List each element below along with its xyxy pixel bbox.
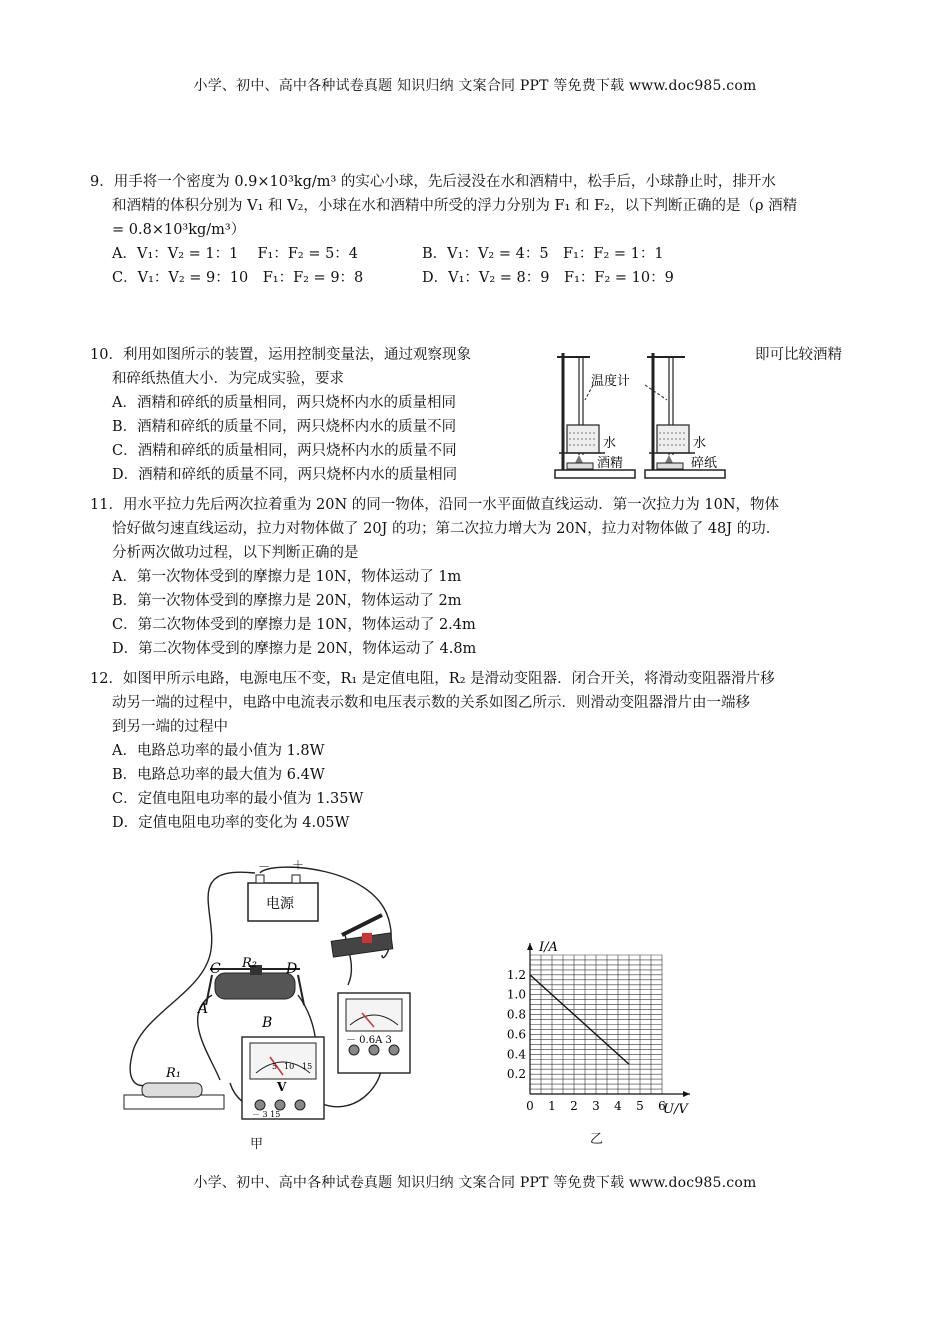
x-tick-label: 1 bbox=[548, 1099, 556, 1113]
y-axis-label: I/A bbox=[539, 940, 558, 955]
terminal-a: A bbox=[198, 1001, 209, 1017]
iu-graph bbox=[495, 935, 710, 1120]
q11-line1: 11．用水平拉力先后两次拉着重为 20N 的同一物体，沿同一水平面做直线运动．第一次拉力为 10N，物体 bbox=[90, 497, 780, 513]
q9-option-a[interactable]: A．V₁：V₂ = 1：1 F₁：F₂ = 5：4 bbox=[112, 246, 359, 262]
y-tick-label: 0.2 bbox=[506, 1067, 526, 1082]
q9-line3: = 0.8×10³kg/m³） bbox=[112, 222, 246, 238]
water-label-1: 水 bbox=[603, 436, 617, 451]
chart-grid bbox=[530, 955, 662, 1094]
x-axis-label: U/V bbox=[663, 1102, 688, 1117]
voltmeter-symbol: V bbox=[277, 1080, 287, 1094]
q12-line2: 动另一端的过程中，电路中电流表示数和电压表示数的关系如图乙所示．则滑动变阻器滑片由一端移 bbox=[112, 695, 750, 711]
y-tick-label: 1.2 bbox=[506, 967, 526, 982]
question-12 bbox=[90, 667, 870, 835]
voltmeter-scale-5: 5 bbox=[272, 1062, 278, 1071]
page-header: 小学、初中、高中各种试卷真题 知识归纳 文案合同 PPT 等免费下载 www.doc985.com bbox=[193, 78, 757, 94]
thermometer-label: 温度计 bbox=[591, 374, 631, 389]
q10-option-a[interactable]: A．酒精和碎纸的质量相同，两只烧杯内水的质量相同 bbox=[112, 395, 456, 411]
ammeter-terminals: － 0.6A 3 bbox=[346, 1035, 392, 1046]
question-10 bbox=[90, 343, 870, 487]
question-11 bbox=[90, 493, 870, 661]
voltmeter-terminals: － 3 15 bbox=[252, 1110, 281, 1119]
terminal-c: C bbox=[210, 961, 221, 977]
q10-line2: 和碎纸热值大小．为完成实验，要求 bbox=[112, 371, 344, 387]
q9-option-d[interactable]: D．V₁：V₂ = 8：9 F₁：F₂ = 10：9 bbox=[422, 270, 674, 286]
fuel-label-paper: 碎纸 bbox=[691, 456, 718, 471]
q11-line3: 分析两次做功过程，以下判断正确的是 bbox=[112, 545, 359, 561]
q12-option-a[interactable]: A．电路总功率的最小值为 1.8W bbox=[112, 743, 325, 759]
q9-option-b[interactable]: B．V₁：V₂ = 4：5 F₁：F₂ = 1：1 bbox=[422, 246, 664, 262]
y-axis-arrow bbox=[527, 943, 533, 950]
q11-option-a[interactable]: A．第一次物体受到的摩擦力是 10N，物体运动了 1m bbox=[112, 569, 462, 585]
source-plus: ＋ bbox=[292, 858, 305, 872]
terminal-b: B bbox=[262, 1015, 273, 1031]
y-tick-label: 0.8 bbox=[506, 1007, 526, 1022]
q10-line1-end: 即可比较酒精 bbox=[755, 347, 842, 363]
q12-option-c[interactable]: C．定值电阻电功率的最小值为 1.35W bbox=[112, 791, 364, 807]
q12-option-d[interactable]: D．定值电阻电功率的变化为 4.05W bbox=[112, 815, 350, 831]
q11-option-c[interactable]: C．第二次物体受到的摩擦力是 10N，物体运动了 2.4m bbox=[112, 617, 476, 633]
q12-line3: 到另一端的过程中 bbox=[112, 719, 228, 735]
voltmeter-scale-10: 10 bbox=[284, 1062, 295, 1071]
caption-jia: 甲 bbox=[250, 1137, 264, 1152]
caption-yi: 乙 bbox=[590, 1132, 604, 1147]
q12-option-b[interactable]: B．电路总功率的最大值为 6.4W bbox=[112, 767, 325, 783]
y-tick-label: 0.6 bbox=[506, 1027, 526, 1042]
q10-line1: 10．利用如图所示的装置，运用控制变量法，通过观察现象 bbox=[90, 347, 471, 363]
x-tick-label: 4 bbox=[614, 1099, 622, 1113]
q10-option-b[interactable]: B．酒精和碎纸的质量不同，两只烧杯内水的质量不同 bbox=[112, 419, 457, 435]
q11-line2: 恰好做匀速直线运动，拉力对物体做了 20J 的功；第二次拉力增大为 20N，拉力对物体做了 48J 的功． bbox=[112, 521, 781, 537]
r2-label: R₂ bbox=[242, 956, 257, 971]
x-tick-label: 3 bbox=[592, 1099, 600, 1113]
fuel-label-alcohol: 酒精 bbox=[597, 456, 624, 471]
q11-option-d[interactable]: D．第二次物体受到的摩擦力是 20N，物体运动了 4.8m bbox=[112, 641, 477, 657]
circuit-figure bbox=[120, 855, 440, 1130]
voltmeter-scale-15: 15 bbox=[302, 1062, 313, 1071]
q12-line1: 12．如图甲所示电路，电源电压不变，R₁ 是定值电阻，R₂ 是滑动变阻器．闭合开关，将滑动变阻器滑片移 bbox=[90, 671, 775, 687]
q9-line1: 9．用手将一个密度为 0.9×10³kg/m³ 的实心小球，先后浸没在水和酒精中，松手后，小球静止时，排开水 bbox=[90, 174, 776, 190]
r1-label: R₁ bbox=[166, 1066, 181, 1081]
q10-option-d[interactable]: D．酒精和碎纸的质量不同，两只烧杯内水的质量相同 bbox=[112, 467, 458, 483]
source-label: 电源 bbox=[266, 896, 294, 912]
question-9 bbox=[90, 170, 870, 290]
page-footer: 小学、初中、高中各种试卷真题 知识归纳 文案合同 PPT 等免费下载 www.doc985.com bbox=[193, 1175, 757, 1191]
y-tick-label: 0.4 bbox=[506, 1047, 526, 1062]
x-tick-label: 2 bbox=[570, 1099, 578, 1113]
y-tick-label: 1.0 bbox=[506, 987, 526, 1002]
q9-line2: 和酒精的体积分别为 V₁ 和 V₂，小球在水和酒精中所受的浮力分别为 F₁ 和 F₂，以下判断正确的是（ρ 酒精 bbox=[112, 198, 798, 214]
q11-option-b[interactable]: B．第一次物体受到的摩擦力是 20N，物体运动了 2m bbox=[112, 593, 462, 609]
q10-apparatus-figure bbox=[545, 345, 745, 485]
water-label-2: 水 bbox=[693, 436, 707, 451]
x-tick-label: 0 bbox=[526, 1099, 534, 1113]
x-tick-label: 6 bbox=[658, 1099, 666, 1113]
y-tick-labels bbox=[507, 968, 526, 1081]
terminal-d: D bbox=[286, 961, 298, 977]
q9-option-c[interactable]: C．V₁：V₂ = 9：10 F₁：F₂ = 9：8 bbox=[112, 270, 364, 286]
x-axis-arrow bbox=[683, 1091, 690, 1097]
q10-option-c[interactable]: C．酒精和碎纸的质量相同，两只烧杯内水的质量不同 bbox=[112, 443, 457, 459]
source-minus: － bbox=[258, 860, 271, 874]
x-tick-labels bbox=[526, 1099, 666, 1113]
x-tick-label: 5 bbox=[636, 1099, 644, 1113]
